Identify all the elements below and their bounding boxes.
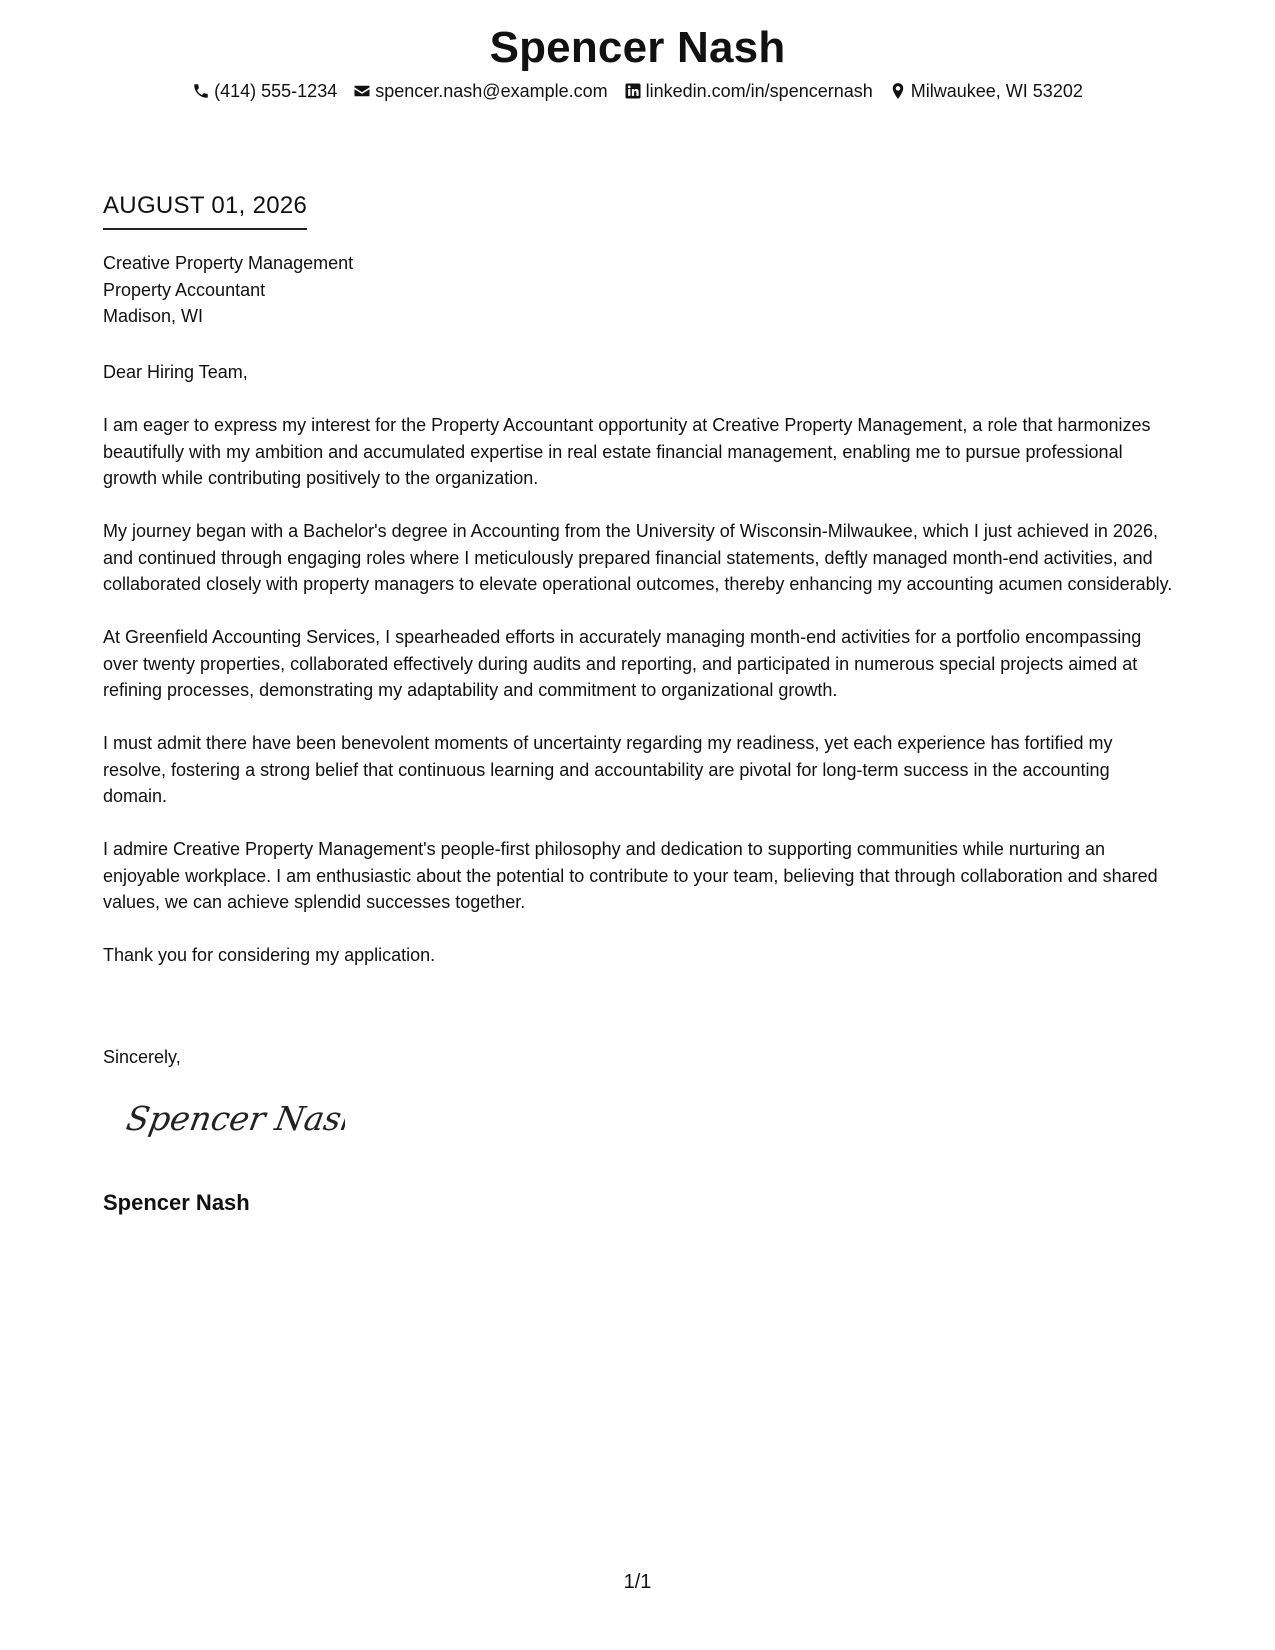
contact-info-row [0, 78, 1275, 104]
body-paragraph-5: I admire Creative Property Management's people-first philosophy and dedication to supporting communities while nurturing an enjoyable workplace. I am enthusiastic about the potential to contribute to your team, believing that through collaboration and shared values, we can achieve splendid successes together. [103, 839, 1158, 912]
salutation: Dear Hiring Team, [103, 362, 248, 382]
body-paragraph-2: My journey began with a Bachelor's degree in Accounting from the University of Wisconsin-Milwaukee, which I just achieved in 2026, and continued through engaging roles where I meticulously prepared financial statements, deftly managed month-end activities, and collaborated closely with property managers to elevate operational outcomes, thereby enhancing my accounting acumen considerably. [103, 521, 1173, 594]
phone-icon [192, 82, 210, 100]
linkedin-text: linkedin.com/in/spencernash [645, 81, 873, 101]
signature-text: Spencer Nash [125, 1099, 345, 1138]
contact-email [353, 78, 607, 104]
map-pin-icon [889, 82, 907, 100]
signed-name: Spencer Nash [103, 1190, 250, 1215]
thanks-line: Thank you for considering my application. [103, 945, 436, 965]
location-text: Milwaukee, WI 53202 [910, 81, 1083, 101]
applicant-name-heading: Spencer Nash [489, 23, 786, 72]
page-number: 1/1 [623, 1571, 652, 1593]
body-paragraph-4: I must admit there have been benevolent moments of uncertainty regarding my readiness, yet each experience has fortified my resolve, fostering a strong belief that continuous learning and accountability are pivotal for long-term success in the accounting domain. [103, 733, 1113, 806]
envelope-icon [353, 82, 371, 100]
recipient-company: Creative Property Management [103, 253, 354, 273]
email-text: spencer.nash@example.com [375, 81, 608, 101]
recipient-position: Property Accountant [103, 279, 266, 300]
body-paragraph-3: At Greenfield Accounting Services, I spearheaded efforts in accurately managing month-end activities for a portfolio encompassing over twenty properties, collaborated effectively during audits and reporting, and participated in numerous special projects aimed at refining processes, demonstrating my adaptability and commitment to organizational growth. [103, 627, 1142, 700]
recipient-block [103, 250, 353, 330]
handwritten-signature [125, 1095, 345, 1145]
contact-linkedin [624, 78, 873, 104]
contact-location [889, 78, 1083, 104]
recipient-location: Madison, WI [103, 306, 204, 326]
letter-date: AUGUST 01, 2026 [103, 190, 307, 230]
body-paragraph-1: I am eager to express my interest for the Property Accountant opportunity at Creative Property Management, a role that harmonizes beautifully with my ambition and accumulated expertise in real estate financial management, enabling me to pursue professional growth while contributing positively to the organization. [103, 415, 1151, 488]
phone-text: (414) 555-1234 [214, 81, 338, 101]
contact-phone [192, 78, 337, 104]
linkedin-icon [624, 82, 642, 100]
letter-body [103, 359, 1178, 995]
closing-line: Sincerely, [103, 1047, 181, 1067]
